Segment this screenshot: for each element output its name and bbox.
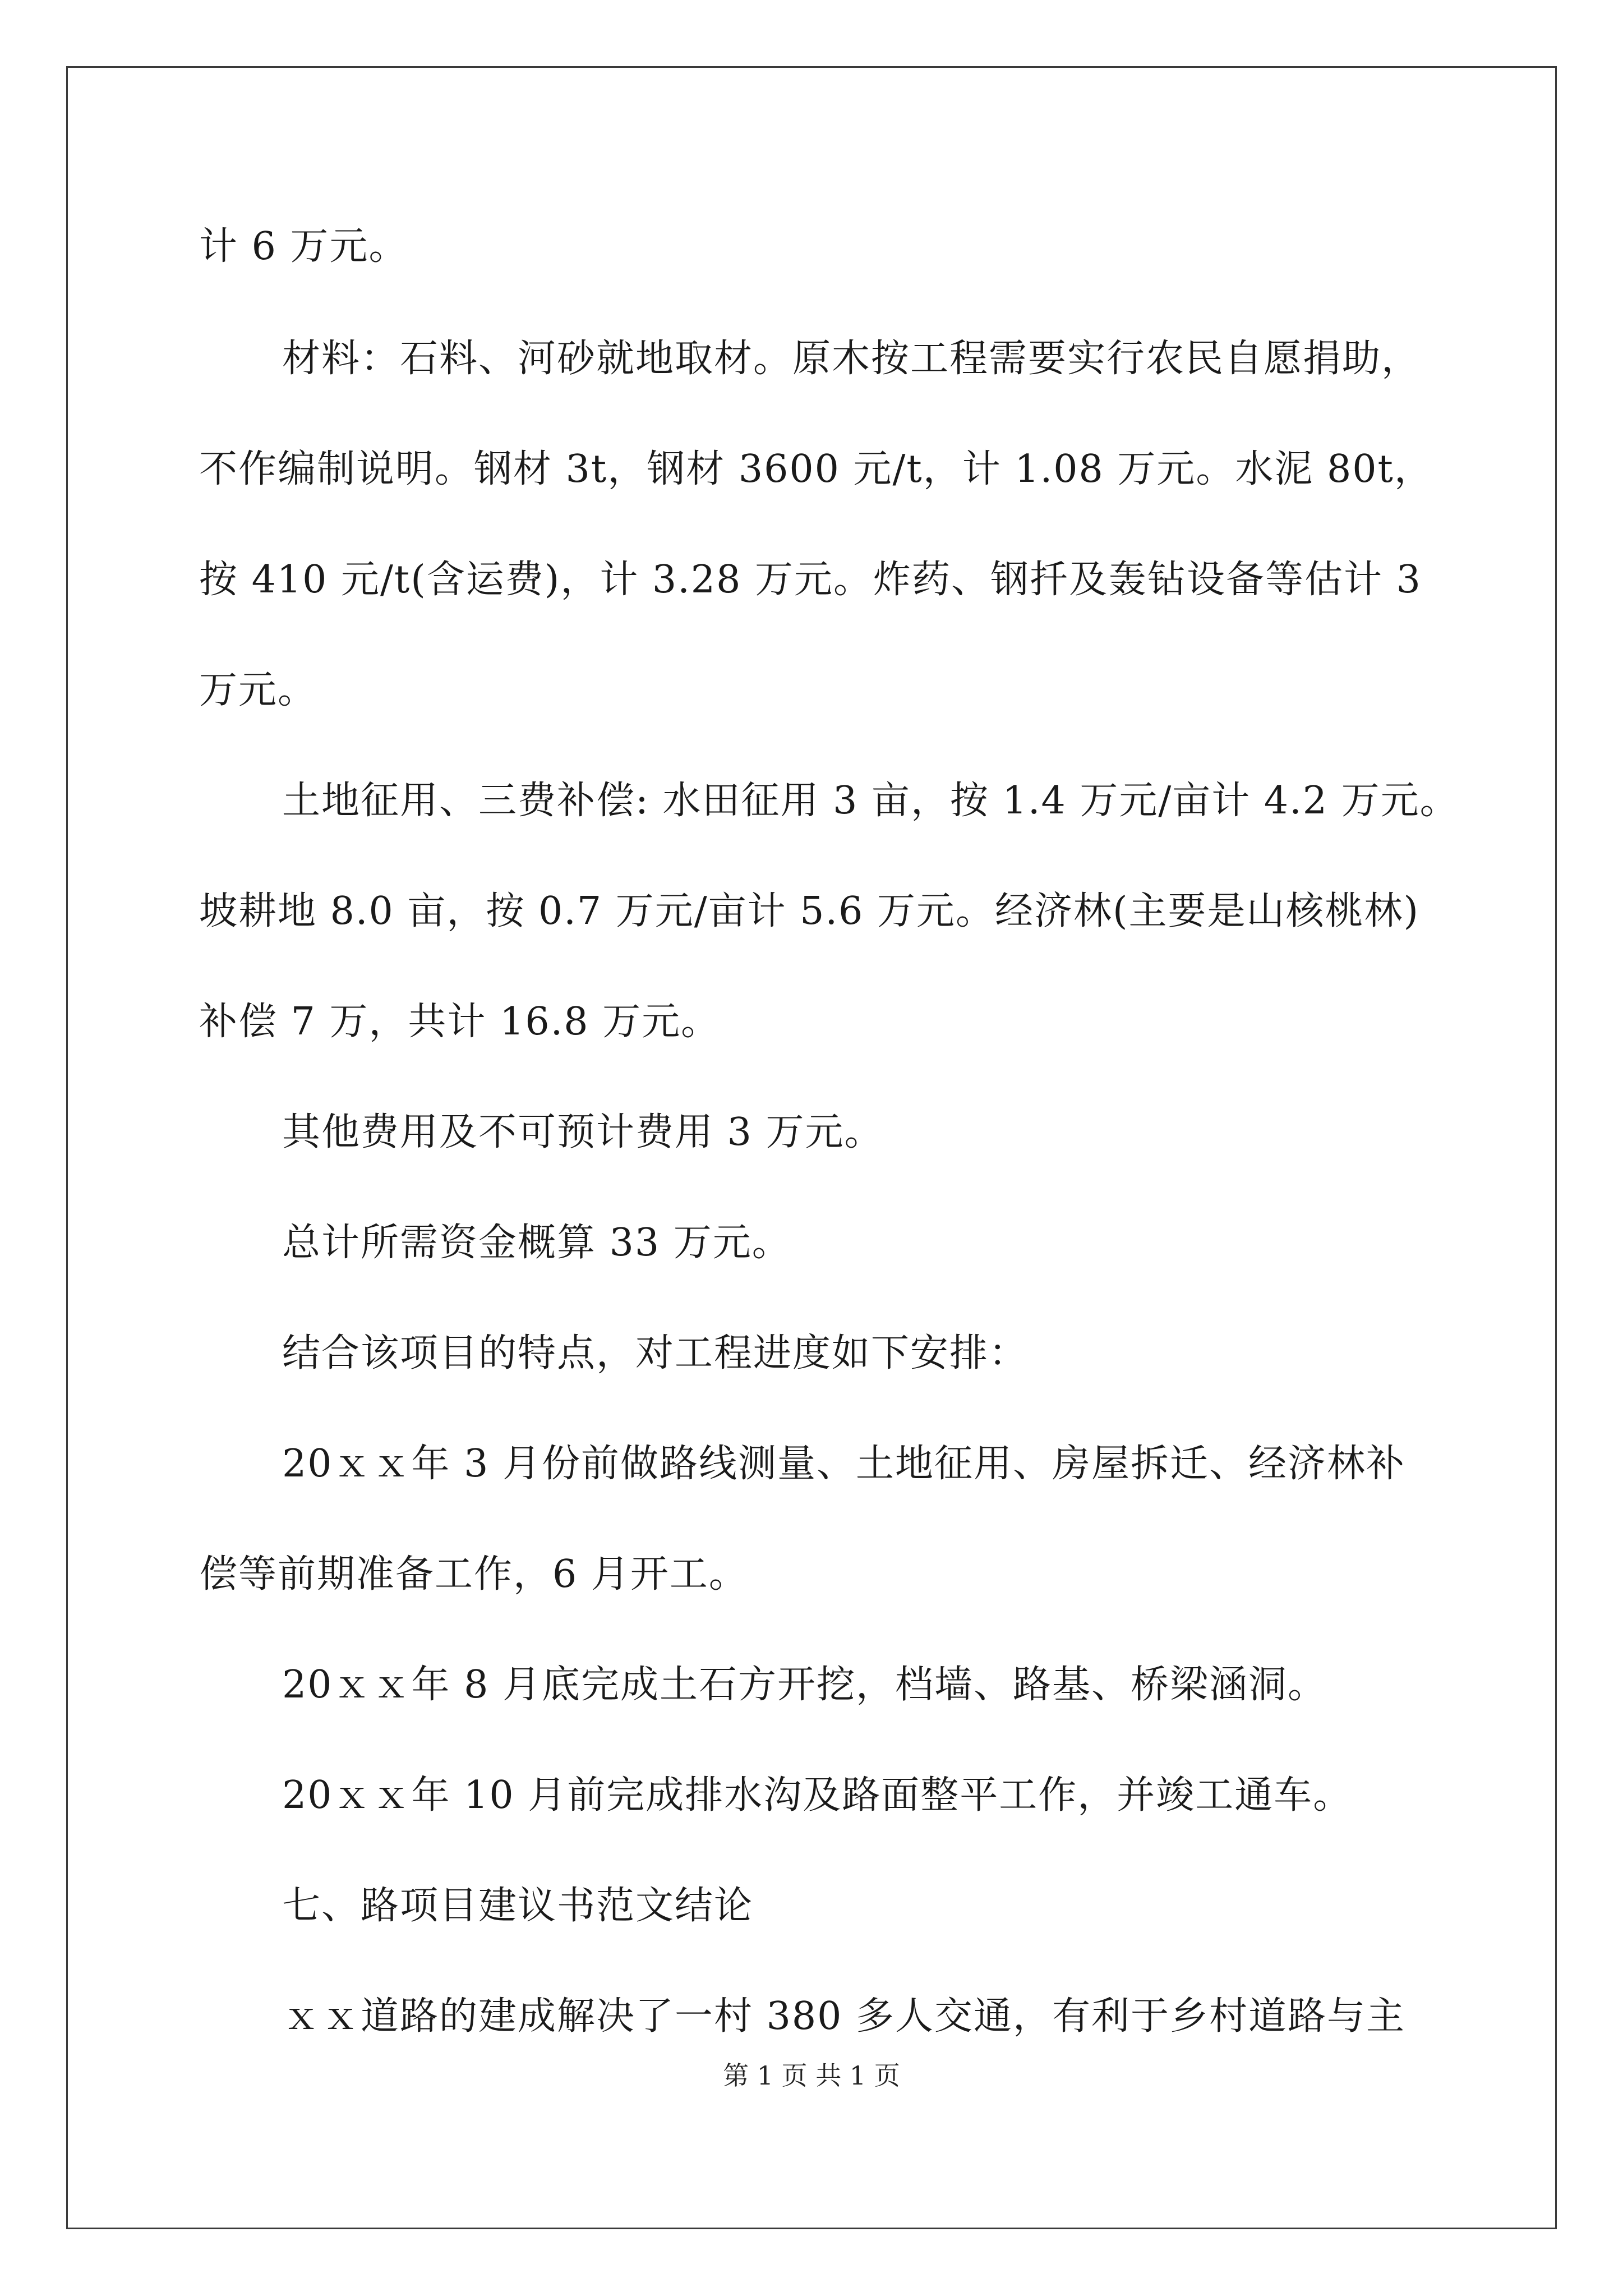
text-line: 偿等前期准备工作，6 月开工。 bbox=[199, 1552, 748, 1596]
text-line: 按 410 元/t(含运费)，计 3.28 万元。炸药、钢扦及轰钻设备等估计 3 bbox=[199, 558, 1422, 602]
text-line: 七、路项目建议书范文结论 bbox=[282, 1884, 754, 1928]
text-line: 总计所需资金概算 33 万元。 bbox=[282, 1221, 791, 1265]
text-line: 计 6 万元。 bbox=[199, 224, 408, 269]
text-line: 其他费用及不可预计费用 3 万元。 bbox=[282, 1110, 884, 1154]
text-line: 不作编制说明。钢材 3t，钢材 3600 元/t，计 1.08 万元。水泥 80t， bbox=[199, 447, 1433, 491]
text-line: 坡耕地 8.0 亩，按 0.7 万元/亩计 5.6 万元。经济林(主要是山核桃林) bbox=[199, 889, 1420, 933]
text-line: 补偿 7 万，共计 16.8 万元。 bbox=[199, 1000, 721, 1044]
text-line: 材料：石料、河砂就地取材。原木按工程需要实行农民自愿捐助， bbox=[282, 337, 1421, 381]
text-line: 结合该项目的特点，对工程进度如下安排： bbox=[282, 1331, 1029, 1375]
text-line: ｘｘ道路的建成解决了一村 380 多人交通，有利于乡村道路与主 bbox=[282, 1994, 1406, 2039]
text-line: 万元。 bbox=[199, 668, 317, 712]
page-footer: 第 1 页 共 1 页 bbox=[723, 2060, 900, 2091]
text-line: 20ｘｘ年 10 月前完成排水沟及路面整平工作，并竣工通车。 bbox=[282, 1773, 1353, 1818]
text-line: 土地征用、三费补偿: 水田征用 3 亩，按 1.4 万元/亩计 4.2 万元。 bbox=[282, 779, 1459, 823]
text-line: 20ｘｘ年 8 月底完成土石方开挖，档墙、路基、桥梁涵洞。 bbox=[282, 1663, 1327, 1707]
text-line: 20ｘｘ年 3 月份前做路线测量、土地征用、房屋拆迁、经济林补 bbox=[282, 1442, 1406, 1486]
